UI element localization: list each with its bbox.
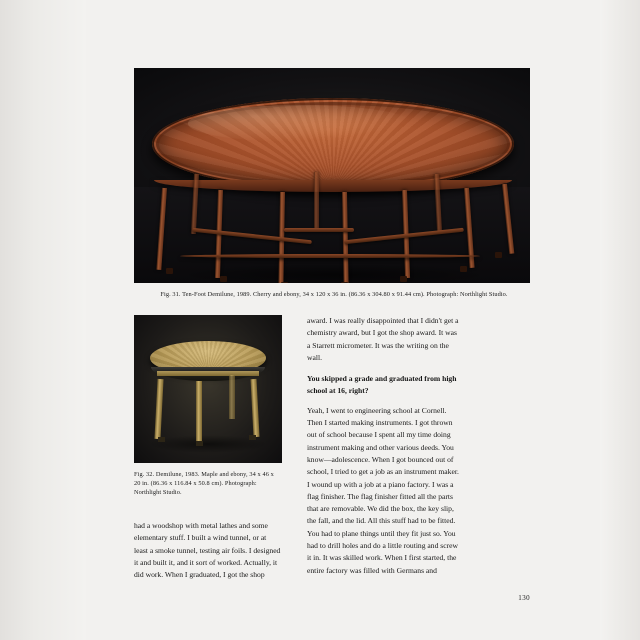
table-foot [166, 268, 173, 274]
highlight-sheen [188, 105, 412, 142]
demilune-leg-rear [229, 375, 235, 419]
stretcher-front [180, 254, 480, 258]
demilune-foot [158, 437, 165, 442]
table-top [152, 98, 514, 190]
table-foot [281, 282, 288, 283]
table-leg-rear [314, 172, 319, 228]
stretcher-center [284, 228, 354, 232]
paragraph: award. I was really disappointed that I didn't get a chemistry award, but I got the shop award. It was a Starrett micrometer. It was the writing on the wall. [307, 316, 459, 362]
apron-inlay [157, 371, 259, 376]
demilune-foot [196, 441, 203, 446]
interview-question-subhead: You skipped a grade and graduated from high school at 16, right? [307, 374, 457, 396]
paragraph: had a woodshop with metal lathes and some elementary stuff. I built a wind tunnel, or at least a smoke tunnel, testing air foils. I designed it and built it, and it sort of worked. Actually, it did work. When I graduated, I got the shop [134, 521, 281, 580]
demilune-foot [249, 435, 256, 440]
page-number: 130 [518, 594, 530, 602]
table-foot [220, 276, 227, 282]
body-column-left [134, 520, 282, 587]
table-foot [460, 266, 467, 272]
demilune-leg [196, 381, 202, 443]
table-foot [495, 252, 502, 258]
body-column-right [307, 315, 459, 583]
table-foot [341, 282, 348, 283]
figure-caption-left: Fig. 32. Demilune, 1983. Maple and ebony, 34 x 46 x 20 in. (86.36 x 116.84 x 50.8 cm). Photograph: Northlight Studio. [134, 471, 274, 497]
table-foot [400, 276, 407, 282]
paragraph: Yeah, I went to engineering school at Cornell. Then I started making instruments. I got thrown out of school because I spent all my time doing instrument making and other various deeds. You know—adolescence. When I got bounced out of school, I tried to get a job as an instrument maker. I wound up with a job at a piano factory. I was a flag finisher. The flag finisher fitted all the parts that are removable. We did the box, the key slip, the fall, and the lid. All this stuff had to be fitted. You had to plane things until they fit just so. You had to drill holes and do a little routing and screw it in. It was skilled work. When I first started, the entire factory was filled with Germans and [307, 405, 459, 575]
demilune-photo [134, 315, 282, 463]
ten-foot-demilune-photo [134, 68, 530, 283]
figure-caption-top: Fig. 31. Ten-Foot Demilune, 1989. Cherry and ebony, 34 x 120 x 36 in. (86.36 x 304.80 x 91.44 cm). Photograph: Northlight Studio. [160, 291, 508, 298]
